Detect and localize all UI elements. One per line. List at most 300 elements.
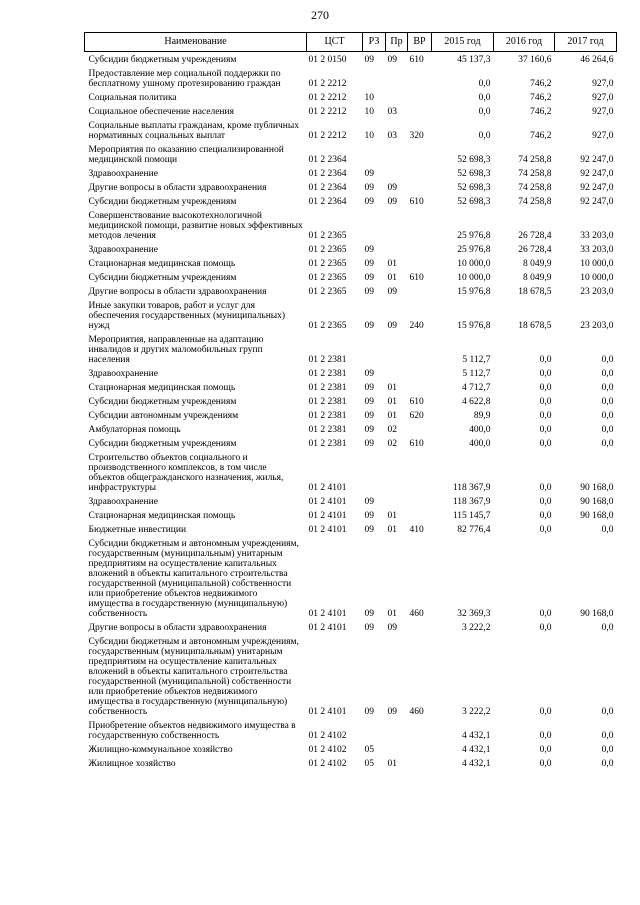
table-row xyxy=(85,759,617,773)
row-2015: 52 698,3 xyxy=(457,155,491,165)
row-2017: 33 203,0 xyxy=(580,231,614,241)
row-pr: 01 xyxy=(387,397,397,407)
row-pr: 01 xyxy=(387,383,397,393)
row-2016: 0,0 xyxy=(539,707,552,717)
row-cst: 01 2 4102 xyxy=(308,759,347,769)
row-2017: 927,0 xyxy=(592,79,614,89)
row-cst: 01 2 4101 xyxy=(308,483,347,493)
row-vr xyxy=(408,721,432,745)
row-rz: 09 xyxy=(364,411,374,421)
row-2016: 74 258,8 xyxy=(518,197,552,207)
table-row xyxy=(85,369,617,383)
row-name: Бюджетные инвестиции xyxy=(88,525,187,535)
table-row xyxy=(85,721,617,745)
row-2017: 0,0 xyxy=(601,355,614,365)
row-pr: 09 xyxy=(387,623,397,633)
row-2017: 0,0 xyxy=(601,707,614,717)
row-pr: 01 xyxy=(387,411,397,421)
row-rz: 09 xyxy=(364,197,374,207)
row-pr: 09 xyxy=(387,707,397,717)
row-pr: 09 xyxy=(387,287,397,297)
row-vr: 240 xyxy=(409,321,424,331)
row-2015: 52 698,3 xyxy=(457,169,491,179)
row-rz: 09 xyxy=(364,511,374,521)
table-row xyxy=(85,497,617,511)
row-name: Социальная политика xyxy=(88,93,177,103)
row-name: Стационарная медицинская помощь xyxy=(88,511,236,521)
row-2015: 4 432,1 xyxy=(462,731,491,741)
row-2017: 0,0 xyxy=(601,397,614,407)
row-pr: 03 xyxy=(387,107,397,117)
row-2015: 0,0 xyxy=(478,93,491,103)
row-2017: 92 247,0 xyxy=(580,183,614,193)
row-vr xyxy=(408,453,432,497)
row-2015: 89,9 xyxy=(473,411,491,421)
row-2017: 90 168,0 xyxy=(580,497,614,507)
row-2016: 0,0 xyxy=(539,425,552,435)
row-pr: 02 xyxy=(387,439,397,449)
row-vr xyxy=(408,211,432,245)
row-pr xyxy=(386,497,408,511)
header-pr: Пр xyxy=(386,33,408,52)
table-row xyxy=(85,183,617,197)
row-2015: 0,0 xyxy=(478,79,491,89)
row-name: Субсидии бюджетным учреждениям xyxy=(88,397,237,407)
row-cst: 01 2 2212 xyxy=(308,107,347,117)
row-2016: 37 160,6 xyxy=(518,55,552,65)
row-2015: 82 776,4 xyxy=(457,525,491,535)
row-name: Стационарная медицинская помощь xyxy=(88,259,236,269)
row-pr xyxy=(386,369,408,383)
row-name: Субсидии бюджетным учреждениям xyxy=(88,273,237,283)
row-rz: 09 xyxy=(364,55,374,65)
row-2015: 52 698,3 xyxy=(457,183,491,193)
row-cst: 01 2 2381 xyxy=(308,383,347,393)
row-2015: 0,0 xyxy=(478,107,491,117)
row-name: Совершенствование высокотехнологичной медицинской помощи, развитие новых эффективных методов лечения xyxy=(88,211,303,241)
table-row xyxy=(85,539,617,623)
row-2015: 3 222,2 xyxy=(462,623,491,633)
row-cst: 01 2 2365 xyxy=(308,245,347,255)
row-2015: 400,0 xyxy=(469,425,491,435)
row-2016: 8 049,9 xyxy=(523,273,552,283)
row-2015: 25 976,8 xyxy=(457,231,491,241)
row-2016: 74 258,8 xyxy=(518,169,552,179)
row-2017: 90 168,0 xyxy=(580,483,614,493)
row-2016: 746,2 xyxy=(530,107,552,117)
row-2017: 0,0 xyxy=(601,731,614,741)
row-vr xyxy=(408,745,432,759)
row-2015: 4 432,1 xyxy=(462,759,491,769)
row-2016: 746,2 xyxy=(530,93,552,103)
row-pr xyxy=(386,69,408,93)
row-vr xyxy=(408,511,432,525)
table-row xyxy=(85,397,617,411)
table-body xyxy=(85,52,617,774)
row-rz: 09 xyxy=(364,369,374,379)
row-2016: 0,0 xyxy=(539,623,552,633)
row-2017: 46 264,6 xyxy=(580,55,614,65)
table-row xyxy=(85,93,617,107)
row-2015: 45 137,3 xyxy=(457,55,491,65)
row-2017: 90 168,0 xyxy=(580,609,614,619)
row-2016: 0,0 xyxy=(539,383,552,393)
row-2016: 0,0 xyxy=(539,731,552,741)
row-name: Стационарная медицинская помощь xyxy=(88,383,236,393)
row-2016: 0,0 xyxy=(539,511,552,521)
table-row xyxy=(85,52,617,70)
row-cst: 01 2 0150 xyxy=(308,55,347,65)
row-name: Строительство объектов социального и производственного комплексов, в том числе объектов общегражданского назначения, жилья, инфраструктуры xyxy=(88,453,284,493)
row-rz: 09 xyxy=(364,397,374,407)
row-2016: 0,0 xyxy=(539,355,552,365)
header-name: Наименование xyxy=(85,33,307,52)
row-name: Субсидии бюджетным учреждениям xyxy=(88,439,237,449)
row-2016: 0,0 xyxy=(539,525,552,535)
row-2015: 52 698,3 xyxy=(457,197,491,207)
row-rz: 09 xyxy=(364,425,374,435)
row-name: Амбулаторная помощь xyxy=(88,425,181,435)
row-rz: 09 xyxy=(364,609,374,619)
row-rz xyxy=(363,721,386,745)
header-cst: ЦСТ xyxy=(307,33,363,52)
row-2016: 74 258,8 xyxy=(518,155,552,165)
table-row xyxy=(85,623,617,637)
row-2016: 74 258,8 xyxy=(518,183,552,193)
row-2016: 0,0 xyxy=(539,369,552,379)
row-pr xyxy=(386,745,408,759)
table-row xyxy=(85,525,617,539)
row-rz xyxy=(363,453,386,497)
row-2016: 8 049,9 xyxy=(523,259,552,269)
row-pr xyxy=(386,211,408,245)
row-cst: 01 2 2365 xyxy=(308,321,347,331)
row-2017: 0,0 xyxy=(601,439,614,449)
row-name: Субсидии бюджетным учреждениям xyxy=(88,55,237,65)
row-rz: 10 xyxy=(364,93,374,103)
header-rz: РЗ xyxy=(363,33,386,52)
row-vr xyxy=(408,183,432,197)
row-2017: 0,0 xyxy=(601,525,614,535)
row-2017: 927,0 xyxy=(592,107,614,117)
row-vr: 610 xyxy=(409,397,424,407)
row-vr: 460 xyxy=(409,707,424,717)
row-2015: 400,0 xyxy=(469,439,491,449)
row-vr xyxy=(408,623,432,637)
row-2016: 746,2 xyxy=(530,79,552,89)
table-row xyxy=(85,211,617,245)
row-vr xyxy=(408,69,432,93)
row-cst: 01 2 2381 xyxy=(308,425,347,435)
row-2016: 0,0 xyxy=(539,411,552,421)
row-rz: 09 xyxy=(364,287,374,297)
row-cst: 01 2 2365 xyxy=(308,231,347,241)
table-row xyxy=(85,745,617,759)
row-2016: 18 678,5 xyxy=(518,321,552,331)
row-cst: 01 2 4101 xyxy=(308,623,347,633)
row-rz: 09 xyxy=(364,273,374,283)
row-vr: 610 xyxy=(409,197,424,207)
row-pr: 01 xyxy=(387,759,397,769)
row-vr: 460 xyxy=(409,609,424,619)
row-2015: 115 145,7 xyxy=(452,511,491,521)
row-cst: 01 2 4101 xyxy=(308,511,347,521)
row-vr xyxy=(408,335,432,369)
table-row xyxy=(85,121,617,145)
row-2015: 15 976,8 xyxy=(457,321,491,331)
row-rz xyxy=(363,145,386,169)
row-2016: 0,0 xyxy=(539,483,552,493)
row-vr: 610 xyxy=(409,55,424,65)
row-name: Здравоохранение xyxy=(88,497,158,507)
row-pr: 01 xyxy=(387,525,397,535)
row-pr: 09 xyxy=(387,197,397,207)
row-rz: 09 xyxy=(364,623,374,633)
table-row xyxy=(85,439,617,453)
row-name: Жилищное хозяйство xyxy=(88,759,176,769)
row-2015: 10 000,0 xyxy=(457,259,491,269)
row-2017: 0,0 xyxy=(601,411,614,421)
row-vr xyxy=(408,245,432,259)
row-2017: 92 247,0 xyxy=(580,155,614,165)
row-vr xyxy=(408,93,432,107)
row-cst: 01 2 2364 xyxy=(308,169,347,179)
row-name: Предоставление мер социальной поддержки по бесплатному ушному протезированию граждан xyxy=(88,69,281,89)
row-2015: 32 369,3 xyxy=(457,609,491,619)
row-name: Другие вопросы в области здравоохранения xyxy=(88,183,267,193)
row-2017: 23 203,0 xyxy=(580,287,614,297)
row-pr: 01 xyxy=(387,259,397,269)
row-pr: 03 xyxy=(387,131,397,141)
row-2015: 0,0 xyxy=(478,131,491,141)
table-row xyxy=(85,411,617,425)
row-2017: 0,0 xyxy=(601,369,614,379)
row-cst: 01 2 4101 xyxy=(308,707,347,717)
row-pr xyxy=(386,721,408,745)
row-cst: 01 2 2381 xyxy=(308,355,347,365)
row-2017: 33 203,0 xyxy=(580,245,614,255)
row-cst: 01 2 2212 xyxy=(308,79,347,89)
header-2017: 2017 год xyxy=(555,33,617,52)
row-cst: 01 2 2364 xyxy=(308,183,347,193)
row-2017: 927,0 xyxy=(592,93,614,103)
row-pr: 01 xyxy=(387,511,397,521)
row-cst: 01 2 2212 xyxy=(308,93,347,103)
row-name: Приобретение объектов недвижимого имущества в государственную собственность xyxy=(88,721,296,741)
row-cst: 01 2 2381 xyxy=(308,411,347,421)
table-row xyxy=(85,425,617,439)
row-2017: 90 168,0 xyxy=(580,511,614,521)
row-name: Субсидии автономным учреждениям xyxy=(88,411,239,421)
row-2016: 0,0 xyxy=(539,745,552,755)
table-row xyxy=(85,511,617,525)
table-header xyxy=(85,33,617,52)
table-row xyxy=(85,197,617,211)
row-vr xyxy=(408,145,432,169)
row-vr xyxy=(408,287,432,301)
row-pr: 09 xyxy=(387,183,397,193)
row-name: Мероприятия, направленные на адаптацию инвалидов и других маломобильных групп населения xyxy=(88,335,264,365)
row-rz: 09 xyxy=(364,169,374,179)
row-2017: 0,0 xyxy=(601,623,614,633)
table-row xyxy=(85,273,617,287)
row-cst: 01 2 2364 xyxy=(308,155,347,165)
row-name: Субсидии бюджетным и автономным учреждениям, государственным (муниципальным) унитарным предприятиям на осуществление капитальных вложений в объекты капитального строительства государственной (муниципальной) собственности или приобретение объектов недвижимого имущества в государственную (муниципальную) собственность xyxy=(88,539,299,619)
row-rz: 09 xyxy=(364,183,374,193)
row-2015: 25 976,8 xyxy=(457,245,491,255)
row-2017: 927,0 xyxy=(592,131,614,141)
row-cst: 01 2 4101 xyxy=(308,497,347,507)
row-name: Здравоохранение xyxy=(88,369,158,379)
row-rz: 05 xyxy=(364,745,374,755)
row-rz: 09 xyxy=(364,245,374,255)
row-name: Другие вопросы в области здравоохранения xyxy=(88,287,267,297)
budget-table xyxy=(84,32,617,773)
row-cst: 01 2 2365 xyxy=(308,259,347,269)
row-name: Субсидии бюджетным и автономным учреждениям, государственным (муниципальным) унитарным предприятиям на осуществление капитальных вложений в объекты капитального строительства государственной (муниципальной) собственности или приобретение объектов недвижимого имущества в государственную (муниципальную) собственность xyxy=(88,637,299,717)
row-vr xyxy=(408,759,432,773)
row-name: Мероприятия по оказанию специализированной медицинской помощи xyxy=(88,145,284,165)
row-2016: 746,2 xyxy=(530,131,552,141)
row-rz: 05 xyxy=(364,759,374,769)
row-2015: 3 222,2 xyxy=(462,707,491,717)
row-cst: 01 2 2365 xyxy=(308,273,347,283)
row-2016: 0,0 xyxy=(539,397,552,407)
row-rz: 09 xyxy=(364,321,374,331)
row-vr xyxy=(408,425,432,439)
header-2016: 2016 год xyxy=(494,33,555,52)
table-row xyxy=(85,453,617,497)
row-pr xyxy=(386,145,408,169)
row-name: Иные закупки товаров, работ и услуг для обеспечения государственных (муниципальных) нужд xyxy=(88,301,286,331)
row-name: Субсидии бюджетным учреждениям xyxy=(88,197,237,207)
table-row xyxy=(85,245,617,259)
row-vr xyxy=(408,169,432,183)
row-pr xyxy=(386,453,408,497)
row-cst: 01 2 2365 xyxy=(308,287,347,297)
row-rz: 10 xyxy=(364,131,374,141)
row-name: Другие вопросы в области здравоохранения xyxy=(88,623,267,633)
row-2015: 4 622,8 xyxy=(462,397,491,407)
table-row xyxy=(85,145,617,169)
row-vr: 620 xyxy=(409,411,424,421)
table-row xyxy=(85,259,617,273)
row-cst: 01 2 2381 xyxy=(308,397,347,407)
row-pr xyxy=(386,245,408,259)
row-rz: 09 xyxy=(364,525,374,535)
row-vr xyxy=(408,369,432,383)
row-2017: 0,0 xyxy=(601,383,614,393)
table-row xyxy=(85,107,617,121)
row-2015: 118 367,9 xyxy=(452,497,491,507)
row-rz: 09 xyxy=(364,383,374,393)
table-row xyxy=(85,301,617,335)
row-vr xyxy=(408,259,432,273)
row-2017: 0,0 xyxy=(601,745,614,755)
row-2017: 92 247,0 xyxy=(580,197,614,207)
row-name: Социальное обеспечение населения xyxy=(88,107,234,117)
row-2015: 5 112,7 xyxy=(462,355,491,365)
row-name: Социальные выплаты гражданам, кроме публичных нормативных социальных выплат xyxy=(88,121,299,141)
row-2015: 4 432,1 xyxy=(462,745,491,755)
table-row xyxy=(85,169,617,183)
row-rz: 09 xyxy=(364,439,374,449)
row-2015: 10 000,0 xyxy=(457,273,491,283)
row-cst: 01 2 2364 xyxy=(308,197,347,207)
row-2016: 0,0 xyxy=(539,609,552,619)
row-pr: 09 xyxy=(387,321,397,331)
row-pr: 01 xyxy=(387,273,397,283)
row-vr xyxy=(408,107,432,121)
row-vr xyxy=(408,383,432,397)
row-rz xyxy=(363,211,386,245)
row-2016: 0,0 xyxy=(539,439,552,449)
row-name: Жилищно-коммунальное хозяйство xyxy=(88,745,233,755)
row-2017: 92 247,0 xyxy=(580,169,614,179)
page-number: 270 xyxy=(311,8,329,22)
row-cst: 01 2 2212 xyxy=(308,131,347,141)
header-2015: 2015 год xyxy=(432,33,494,52)
row-rz: 09 xyxy=(364,707,374,717)
row-2016: 26 728,4 xyxy=(518,231,552,241)
row-2016: 18 678,5 xyxy=(518,287,552,297)
row-2016: 26 728,4 xyxy=(518,245,552,255)
row-cst: 01 2 4102 xyxy=(308,731,347,741)
table-row xyxy=(85,637,617,721)
row-name: Здравоохранение xyxy=(88,245,158,255)
row-2017: 10 000,0 xyxy=(580,259,614,269)
row-pr xyxy=(386,169,408,183)
row-2015: 118 367,9 xyxy=(452,483,491,493)
table-row xyxy=(85,383,617,397)
row-rz: 09 xyxy=(364,497,374,507)
row-2016: 0,0 xyxy=(539,497,552,507)
row-name: Здравоохранение xyxy=(88,169,158,179)
row-pr xyxy=(386,335,408,369)
row-vr: 410 xyxy=(409,525,424,535)
row-2016: 0,0 xyxy=(539,759,552,769)
header-vr: ВР xyxy=(408,33,432,52)
row-rz: 09 xyxy=(364,259,374,269)
row-vr xyxy=(408,497,432,511)
row-rz xyxy=(363,69,386,93)
row-2017: 23 203,0 xyxy=(580,321,614,331)
table-row xyxy=(85,335,617,369)
row-2017: 0,0 xyxy=(601,425,614,435)
row-2017: 10 000,0 xyxy=(580,273,614,283)
row-vr: 610 xyxy=(409,273,424,283)
row-cst: 01 2 4102 xyxy=(308,745,347,755)
row-cst: 01 2 4101 xyxy=(308,525,347,535)
table-row xyxy=(85,69,617,93)
row-2017: 0,0 xyxy=(601,759,614,769)
row-pr xyxy=(386,93,408,107)
row-cst: 01 2 2381 xyxy=(308,439,347,449)
row-2015: 4 712,7 xyxy=(462,383,491,393)
row-vr: 610 xyxy=(409,439,424,449)
row-pr: 02 xyxy=(387,425,397,435)
row-cst: 01 2 4101 xyxy=(308,609,347,619)
row-rz: 10 xyxy=(364,107,374,117)
row-pr: 09 xyxy=(387,55,397,65)
row-2015: 15 976,8 xyxy=(457,287,491,297)
row-vr: 320 xyxy=(409,131,424,141)
row-pr: 01 xyxy=(387,609,397,619)
table-row xyxy=(85,287,617,301)
row-2015: 5 112,7 xyxy=(462,369,491,379)
row-cst: 01 2 2381 xyxy=(308,369,347,379)
row-rz xyxy=(363,335,386,369)
